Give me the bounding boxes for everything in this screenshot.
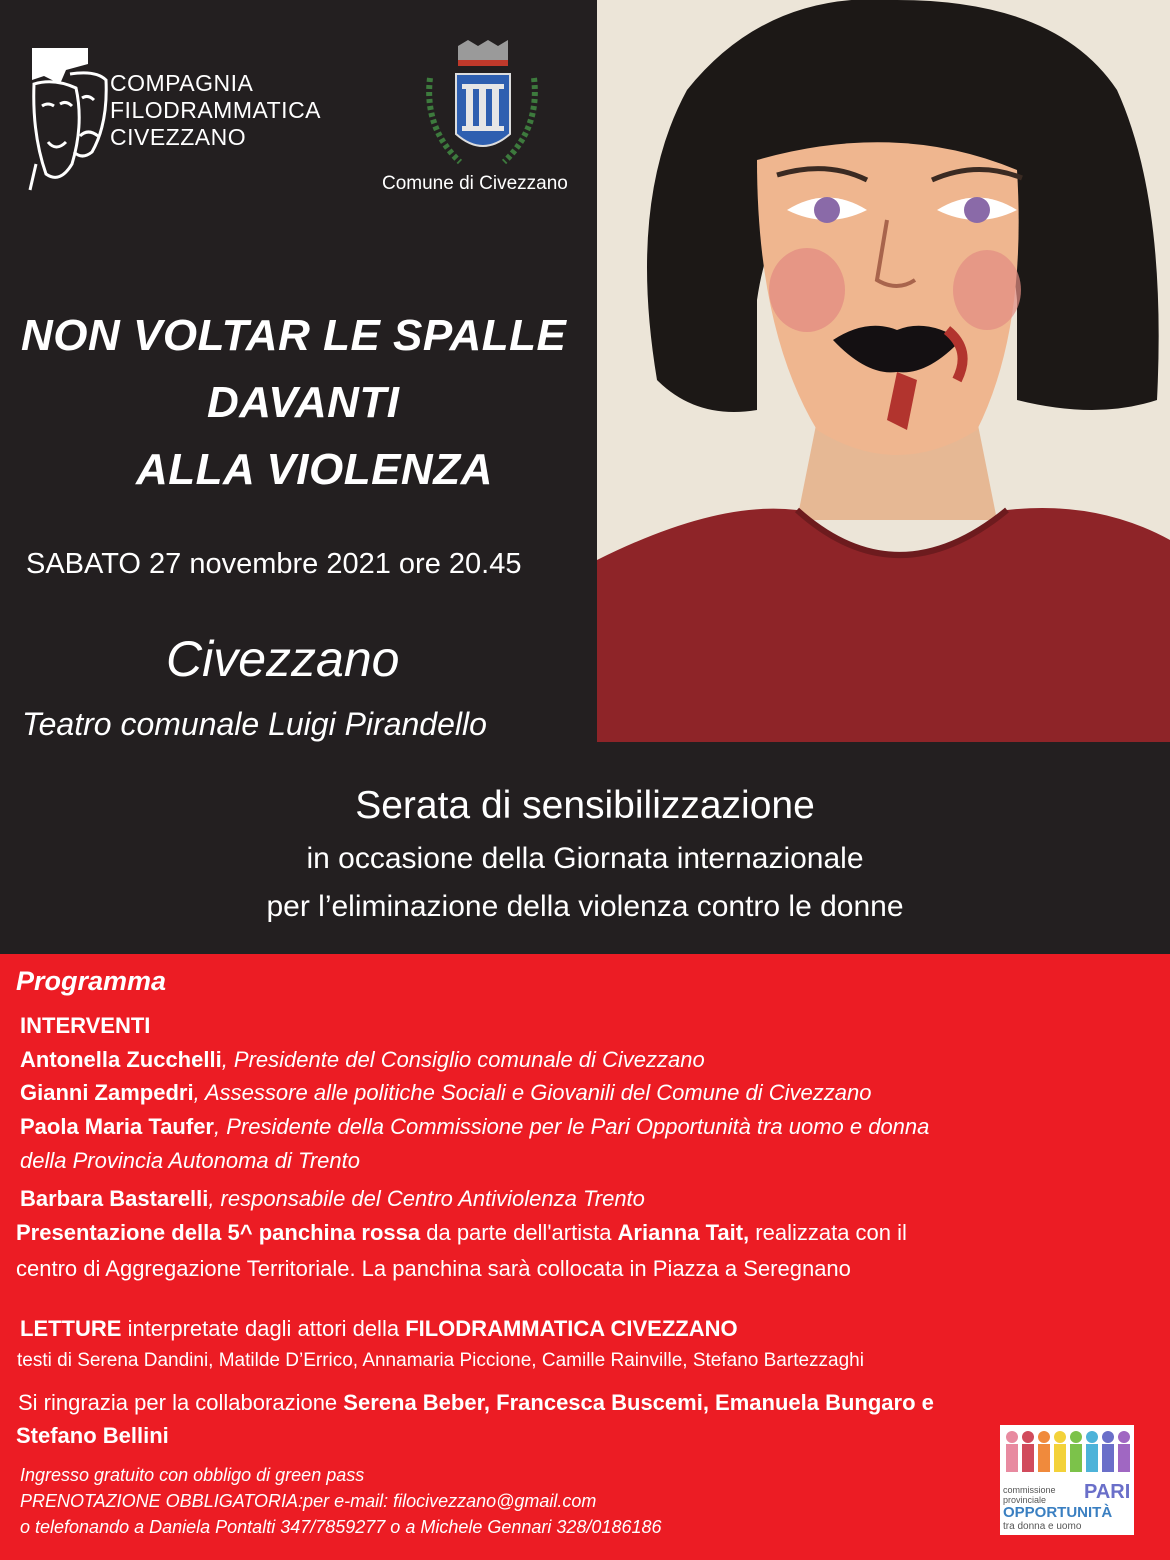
speaker-role: , responsabile del Centro Antiviolenza Trento bbox=[208, 1186, 645, 1211]
thanks-names-2: Stefano Bellini bbox=[16, 1423, 169, 1448]
presentation-text: da parte dell'artista bbox=[420, 1220, 618, 1245]
event-subtitle: Serata di sensibilizzazione bbox=[355, 784, 815, 827]
po-logo-line: commissione bbox=[1003, 1485, 1056, 1495]
thanks-line bbox=[18, 1390, 934, 1416]
letture-text: interpretate dagli attori della bbox=[121, 1316, 406, 1341]
letture-authors: testi di Serena Dandini, Matilde D’Errico, Annamaria Piccione, Camille Rainville, Stefano Bartezzaghi bbox=[17, 1350, 864, 1371]
speaker-name: Barbara Bastarelli bbox=[20, 1186, 209, 1211]
po-logo-line: provinciale bbox=[1003, 1495, 1047, 1505]
event-place: Civezzano bbox=[166, 631, 400, 687]
company-name-line: COMPAGNIA bbox=[110, 70, 254, 96]
speaker-row bbox=[20, 1080, 871, 1106]
speaker-name: Antonella Zucchelli bbox=[20, 1047, 222, 1072]
presentation-line-2: centro di Aggregazione Territoriale. La panchina sarà collocata in Piazza a Seregnano bbox=[16, 1256, 851, 1281]
speaker-role: , Presidente della Commissione per le Pari Opportunità tra uomo e donna bbox=[214, 1114, 930, 1139]
artist-name: Arianna Tait, bbox=[617, 1220, 750, 1245]
speaker-role: della Provincia Autonoma di Trento bbox=[20, 1148, 360, 1173]
event-title-line: NON VOLTAR LE SPALLE bbox=[21, 311, 567, 360]
event-venue: Teatro comunale Luigi Pirandello bbox=[22, 706, 487, 742]
speaker-name: Gianni Zampedri bbox=[20, 1080, 194, 1105]
speaker-role: , Assessore alle politiche Sociali e Giovanili del Comune di Civezzano bbox=[193, 1080, 872, 1105]
letture-group: FILODRAMMATICA CIVEZZANO bbox=[405, 1316, 738, 1341]
program-heading: Programma bbox=[16, 966, 167, 996]
company-name-line: CIVEZZANO bbox=[110, 124, 247, 150]
people-figures-icon bbox=[1000, 1427, 1134, 1489]
event-title-line: DAVANTI bbox=[207, 378, 400, 427]
speaker-row bbox=[20, 1148, 360, 1174]
po-logo-opportunita: OPPORTUNITÀ bbox=[1003, 1504, 1113, 1521]
company-logo bbox=[26, 44, 326, 194]
presentation-title: Presentazione della 5^ panchina rossa bbox=[16, 1220, 421, 1245]
presentation-text: realizzata con il bbox=[749, 1220, 907, 1245]
letture-line bbox=[20, 1316, 738, 1342]
footer-entry-info: Ingresso gratuito con obbligo di green pass bbox=[20, 1465, 365, 1485]
speaker-row bbox=[20, 1114, 929, 1140]
footer-phone-info: o telefonando a Daniela Pontalti 347/7859277 o a Michele Gennari 328/0186186 bbox=[20, 1517, 662, 1537]
presentation-line bbox=[16, 1220, 907, 1246]
letture-label: LETTURE bbox=[20, 1316, 122, 1341]
interventi-label: INTERVENTI bbox=[20, 1013, 151, 1038]
thanks-names: Serena Beber, Francesca Buscemi, Emanuela Bungaro e bbox=[343, 1390, 934, 1415]
comune-crest bbox=[420, 38, 544, 172]
pari-opportunita-logo bbox=[1000, 1425, 1134, 1535]
po-logo-tagline: tra donna e uomo bbox=[1003, 1521, 1082, 1532]
event-subtitle-line: in occasione della Giornata internazionale bbox=[306, 842, 864, 875]
woman-portrait-image bbox=[597, 0, 1170, 742]
company-name-line: FILODRAMMATICA bbox=[110, 97, 322, 123]
speaker-row bbox=[20, 1186, 645, 1212]
comune-label: Comune di Civezzano bbox=[382, 173, 568, 194]
speaker-role: , Presidente del Consiglio comunale di Civezzano bbox=[221, 1047, 705, 1072]
theatre-masks-icon bbox=[26, 44, 116, 194]
event-subtitle-line: per l’eliminazione della violenza contro le donne bbox=[266, 890, 904, 923]
thanks-intro: Si ringrazia per la collaborazione bbox=[18, 1390, 344, 1415]
portrait-painting bbox=[597, 0, 1170, 742]
speaker-row bbox=[20, 1047, 705, 1073]
event-date: SABATO 27 novembre 2021 ore 20.45 bbox=[26, 548, 522, 580]
coat-of-arms-icon bbox=[420, 38, 544, 172]
speaker-name: Paola Maria Taufer bbox=[20, 1114, 214, 1139]
po-logo-pari: PARI bbox=[1084, 1481, 1131, 1503]
footer-booking-info: PRENOTAZIONE OBBLIGATORIA:per e-mail: filocivezzano@gmail.com bbox=[20, 1491, 597, 1511]
event-title-line: ALLA VIOLENZA bbox=[136, 445, 493, 494]
